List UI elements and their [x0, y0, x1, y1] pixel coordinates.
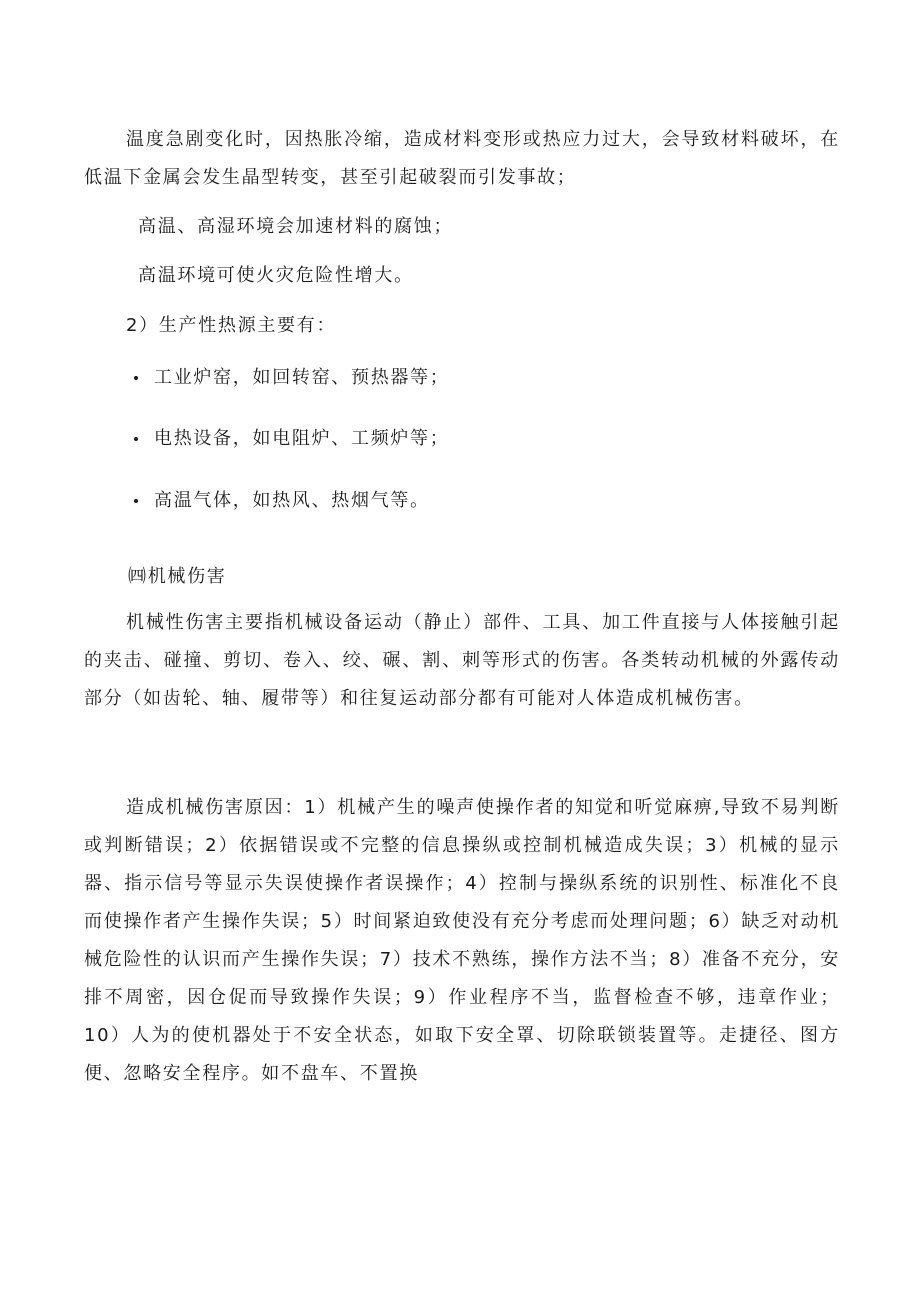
- intro-paragraph: 温度急剧变化时，因热胀冷缩，造成材料变形或热应力过大，会导致材料破坏，在低温下金属会发生晶型转变，甚至引起破裂而引发事故；: [84, 129, 840, 188]
- bullet-icon: [134, 499, 138, 503]
- mechanical-definition-paragraph: 机械性伤害主要指机械设备运动（静止）部件、工具、加工件直接与人体接触引起的夹击、碰撞、剪切、卷入、绞、碾、割、刺等形式的伤害。各类转动机械的外露传动部分（如齿轮、轴、履带等）和往复运动部分都有可能对人体造成机械伤害。: [84, 612, 840, 709]
- list-item-text: 高温气体，如热风、热烟气等。: [154, 490, 430, 511]
- bullet-icon: [134, 437, 138, 441]
- mechanical-causes-paragraph: 造成机械伤害原因：1）机械产生的噪声使操作者的知觉和听觉麻痹,导致不易判断或判断错误；2）依据错误或不完整的信息操纵或控制机械造成失误；3）机械的显示器、指示信号等显示失误使操作者误操作；4）控制与操纵系统的识别性、标准化不良而使操作者产生操作失误；5）时间紧迫致使没有充分考虑而处理问题；6）缺乏对动机械危险性的认识而产生操作失误；7）技术不熟练，操作方法不当；8）准备不充分，安排不周密，因仓促而导致操作失误；9）作业程序不当，监督检查不够，违章作业；10）人为的使机器处于不安全状态，如取下安全罩、切除联锁装置等。走捷径、图方便、忽略安全程序。如不盘车、不置换: [84, 797, 840, 1084]
- list-item: [134, 427, 450, 451]
- list-item: [134, 489, 430, 513]
- heat-sources-heading: 2）生产性热源主要有：: [126, 315, 337, 336]
- list-item-text: 工业炉窑，如回转窑、预热器等；: [154, 367, 450, 388]
- list-item-text: 电热设备，如电阻炉、工频炉等；: [154, 428, 450, 449]
- list-item: [134, 366, 450, 390]
- bullet-icon: [134, 376, 138, 380]
- fire-risk-line: 高温环境可使火灾危险性增大。: [138, 265, 414, 286]
- section-heading: ㈣机械伤害: [128, 566, 227, 587]
- humidity-line: 高温、高湿环境会加速材料的腐蚀；: [138, 216, 454, 237]
